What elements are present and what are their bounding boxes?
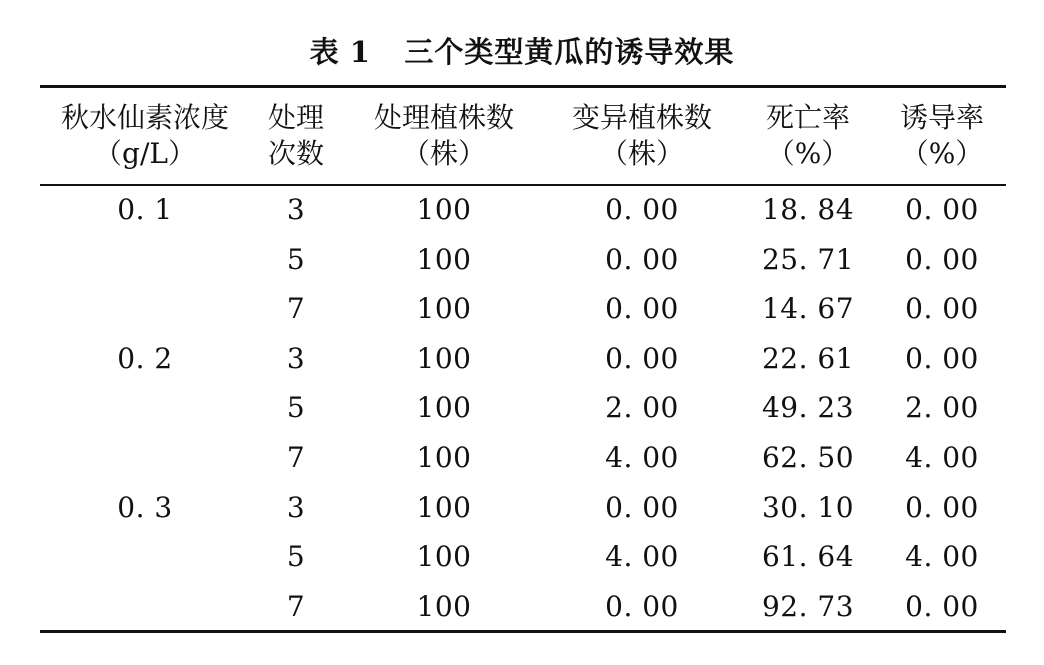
header-line: 变异植株数 <box>571 101 712 134</box>
header-unit: （株） <box>599 137 684 170</box>
header-concentration <box>40 88 250 184</box>
header-row <box>40 88 1006 184</box>
table-row <box>40 532 1006 582</box>
table-row <box>40 334 1006 384</box>
header-line: 秋水仙素浓度 <box>60 101 229 134</box>
cell-induction: 0. 00 <box>905 341 979 375</box>
cell-mortality: 18. 84 <box>761 193 855 226</box>
header-unit: （%） <box>766 137 850 170</box>
cell-mortality: 62. 50 <box>761 440 855 474</box>
cell-mortality: 30. 10 <box>761 490 855 524</box>
cell-times: 5 <box>286 540 306 574</box>
cell-induction: 0. 00 <box>905 490 979 524</box>
cell-treated: 100 <box>416 242 472 276</box>
cell-concentration <box>40 284 250 334</box>
cell-concentration <box>40 532 250 582</box>
cell-mutated: 0. 00 <box>605 193 679 226</box>
cell-treated: 100 <box>416 589 472 623</box>
cell-mutated: 4. 00 <box>605 440 679 474</box>
header-mutated <box>546 88 738 184</box>
cell-mortality: 22. 61 <box>761 341 855 375</box>
table-row <box>40 483 1006 533</box>
cell-induction: 0. 00 <box>905 242 979 276</box>
cell-mutated: 0. 00 <box>605 589 679 623</box>
header-induction <box>878 88 1006 184</box>
cell-mortality: 92. 73 <box>761 589 855 623</box>
table-header <box>40 88 1006 184</box>
table-row <box>40 284 1006 334</box>
header-treated <box>342 88 546 184</box>
cell-induction: 2. 00 <box>905 391 979 425</box>
results-table <box>40 88 1006 631</box>
cell-induction: 4. 00 <box>905 540 979 574</box>
cell-induction: 0. 00 <box>905 589 979 623</box>
cell-mutated: 2. 00 <box>605 391 679 425</box>
header-unit: （%） <box>900 137 984 170</box>
header-line: 次数 <box>267 137 324 170</box>
table-row <box>40 383 1006 433</box>
cell-concentration: 0. 2 <box>117 341 173 375</box>
header-line: 处理 <box>267 101 324 134</box>
header-mortality <box>738 88 878 184</box>
header-unit: （g/L） <box>94 137 196 170</box>
cell-treated: 100 <box>416 490 472 524</box>
cell-induction: 4. 00 <box>905 440 979 474</box>
cell-times: 3 <box>286 490 306 524</box>
header-times <box>250 88 342 184</box>
cell-mutated: 4. 00 <box>605 540 679 574</box>
cell-treated: 100 <box>416 292 472 326</box>
header-unit: （株） <box>401 137 486 170</box>
cell-times: 7 <box>286 440 306 474</box>
cell-mortality: 25. 71 <box>761 242 855 276</box>
table-title: 三个类型黄瓜的诱导效果 <box>404 35 735 69</box>
cell-mutated: 0. 00 <box>605 490 679 524</box>
cell-concentration <box>40 582 250 632</box>
cell-concentration: 0. 3 <box>117 490 173 524</box>
cell-concentration: 0. 1 <box>117 193 173 226</box>
header-line: 处理植株数 <box>373 101 514 134</box>
cell-concentration <box>40 433 250 483</box>
cell-treated: 100 <box>416 540 472 574</box>
cell-treated: 100 <box>416 391 472 425</box>
cell-mutated: 0. 00 <box>605 292 679 326</box>
cell-times: 7 <box>286 589 306 623</box>
table-row <box>40 582 1006 632</box>
table-number: 表 1 <box>309 35 371 69</box>
cell-treated: 100 <box>416 341 472 375</box>
cell-mortality: 49. 23 <box>761 391 855 425</box>
header-line: 诱导率 <box>899 101 984 134</box>
cell-mortality: 14. 67 <box>761 292 855 326</box>
cell-treated: 100 <box>416 440 472 474</box>
table-row <box>40 235 1006 285</box>
header-line: 死亡率 <box>765 101 850 134</box>
cell-times: 7 <box>286 292 306 326</box>
cell-times: 5 <box>286 242 306 276</box>
table-row <box>40 433 1006 483</box>
cell-mortality: 61. 64 <box>761 540 855 574</box>
cell-treated: 100 <box>416 193 472 226</box>
cell-induction: 0. 00 <box>905 292 979 326</box>
cell-times: 3 <box>286 341 306 375</box>
cell-times: 3 <box>286 193 306 226</box>
cell-mutated: 0. 00 <box>605 242 679 276</box>
table-body <box>40 184 1006 631</box>
cell-concentration <box>40 235 250 285</box>
table-caption <box>0 30 1044 71</box>
cell-mutated: 0. 00 <box>605 341 679 375</box>
cell-concentration <box>40 383 250 433</box>
cell-times: 5 <box>286 391 306 425</box>
cell-induction: 0. 00 <box>905 193 979 226</box>
table-row <box>40 184 1006 235</box>
